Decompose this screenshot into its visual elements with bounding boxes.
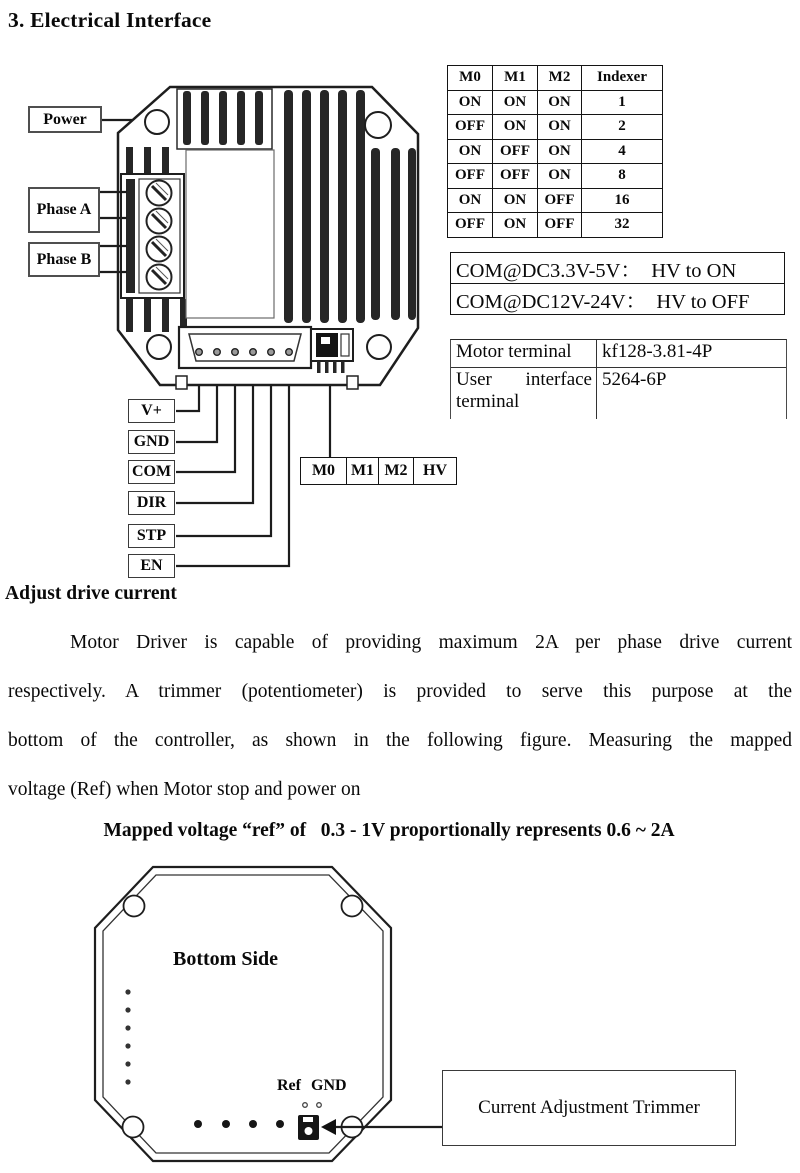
- pin-label-box-en: [128, 554, 175, 578]
- indexer-cell: ON: [493, 115, 538, 140]
- pin-label-com: COM: [131, 463, 172, 480]
- indexer-cell: OFF: [538, 213, 582, 238]
- indexer-row: [448, 164, 663, 189]
- paragraph-line: bottom of the controller, as shown in the following figure. Measuring the mapped: [8, 730, 792, 751]
- mounting-tab: [176, 376, 187, 389]
- mode-table: [300, 457, 457, 485]
- phase-b-label-box: [28, 242, 100, 277]
- paragraph-line: Motor Driver is capable of providing maximum 2A per phase drive current: [70, 632, 792, 653]
- mounting-hole: [342, 896, 363, 917]
- pin-label-en: EN: [140, 557, 163, 574]
- pin-label-dir: DIR: [136, 494, 167, 511]
- pin-label-vplus: V+: [141, 402, 162, 419]
- pin-label-box-dir: [128, 491, 175, 515]
- indexer-table: [447, 65, 663, 238]
- indexer-cell: OFF: [448, 164, 493, 189]
- indexer-cell: 4: [582, 139, 663, 164]
- com-voltage-row: COM@DC3.3V-5V： HV to ON: [456, 260, 737, 282]
- indexer-header-indexer: Indexer: [582, 66, 663, 91]
- mounting-tab: [347, 376, 358, 389]
- indexer-cell: OFF: [493, 164, 538, 189]
- body-paragraph: [8, 618, 792, 814]
- mode-cell-m1: M1: [346, 458, 378, 484]
- pcb-area: [186, 150, 274, 318]
- indexer-cell: 2: [582, 115, 663, 140]
- indexer-cell: OFF: [493, 139, 538, 164]
- indexer-header-row: [448, 66, 663, 91]
- terminal-value: kf128-3.81-4P: [602, 341, 713, 362]
- user-interface-connector: [179, 327, 311, 368]
- phase-a-label-box: [28, 187, 100, 233]
- gnd-label: GND: [311, 1077, 347, 1094]
- indexer-row: [448, 213, 663, 238]
- trimmer-icon: [298, 1115, 319, 1140]
- indexer-row: [448, 115, 663, 140]
- indexer-cell: ON: [538, 164, 582, 189]
- indexer-header-m2: M2: [538, 66, 582, 91]
- indexer-cell: 8: [582, 164, 663, 189]
- indexer-cell: 32: [582, 213, 663, 238]
- indexer-row: [448, 139, 663, 164]
- pin-label-gnd: GND: [133, 433, 170, 450]
- indexer-header-m1: M1: [493, 66, 538, 91]
- subsection-title: Adjust drive current: [5, 583, 177, 604]
- indexer-cell: ON: [493, 188, 538, 213]
- indexer-row: [448, 188, 663, 213]
- mounting-hole: [147, 335, 171, 359]
- indexer-row: [448, 90, 663, 115]
- com-voltage-table: [450, 252, 785, 315]
- indexer-cell: ON: [448, 90, 493, 115]
- phase-b-label: Phase B: [36, 250, 92, 268]
- indexer-cell: OFF: [448, 115, 493, 140]
- indexer-cell: ON: [538, 115, 582, 140]
- pin-wire-dir: [176, 384, 253, 503]
- power-terminal-block: [121, 174, 184, 298]
- indexer-cell: ON: [538, 139, 582, 164]
- indexer-cell: ON: [493, 213, 538, 238]
- ref-label: Ref: [277, 1077, 301, 1094]
- paragraph-line: respectively. A trimmer (potentiometer) is provided to serve this purpose at the: [8, 681, 792, 702]
- indexer-cell: ON: [538, 90, 582, 115]
- com-voltage-row: COM@DC12V-24V： HV to OFF: [451, 283, 784, 314]
- pin-label-box-vplus: [128, 399, 175, 423]
- indexer-cell: ON: [448, 188, 493, 213]
- phase-a-label: Phase A: [36, 201, 92, 218]
- mode-cell-m2: M2: [378, 458, 413, 484]
- driver-top-diagram: [118, 87, 418, 389]
- pin-label-stp: STP: [136, 527, 167, 544]
- mapped-voltage-note: Mapped voltage “ref” of 0.3 - 1V proportionally represents 0.6 ~ 2A: [103, 820, 675, 841]
- indexer-cell: ON: [493, 90, 538, 115]
- terminal-value: 5264-6P: [597, 367, 786, 419]
- indexer-cell: 16: [582, 188, 663, 213]
- trimmer-callout-label: Current Adjustment Trimmer: [478, 1097, 700, 1118]
- indexer-header-m0: M0: [448, 66, 493, 91]
- section-title: 3. Electrical Interface: [8, 8, 212, 32]
- mounting-hole: [124, 896, 145, 917]
- indexer-cell: OFF: [538, 188, 582, 213]
- mounting-hole: [367, 335, 391, 359]
- trimmer-callout-box: [442, 1070, 736, 1146]
- mode-cell-m0: M0: [311, 462, 336, 479]
- pin-label-box-stp: [128, 524, 175, 548]
- terminal-label: User interface terminal: [451, 367, 597, 419]
- indexer-cell: ON: [448, 139, 493, 164]
- driver-bottom-diagram: [95, 867, 391, 1161]
- pin-wire-com: [176, 384, 235, 472]
- terminal-table: [450, 339, 787, 419]
- pin-label-box-com: [128, 460, 175, 484]
- mounting-hole: [365, 112, 391, 138]
- pin-wire-gnd: [176, 384, 217, 442]
- terminal-label: Motor terminal: [451, 340, 597, 367]
- power-label: Power: [43, 110, 87, 128]
- mode-cell-hv: HV: [413, 458, 456, 484]
- bottom-side-title: Bottom Side: [173, 948, 278, 970]
- indexer-cell: 1: [582, 90, 663, 115]
- mounting-hole: [145, 110, 169, 134]
- power-label-box: [28, 106, 102, 133]
- pin-label-box-gnd: [128, 430, 175, 454]
- mounting-hole: [123, 1117, 144, 1138]
- paragraph-line: voltage (Ref) when Motor stop and power on: [8, 779, 361, 800]
- pin-wire-stp: [176, 384, 271, 536]
- indexer-cell: OFF: [448, 213, 493, 238]
